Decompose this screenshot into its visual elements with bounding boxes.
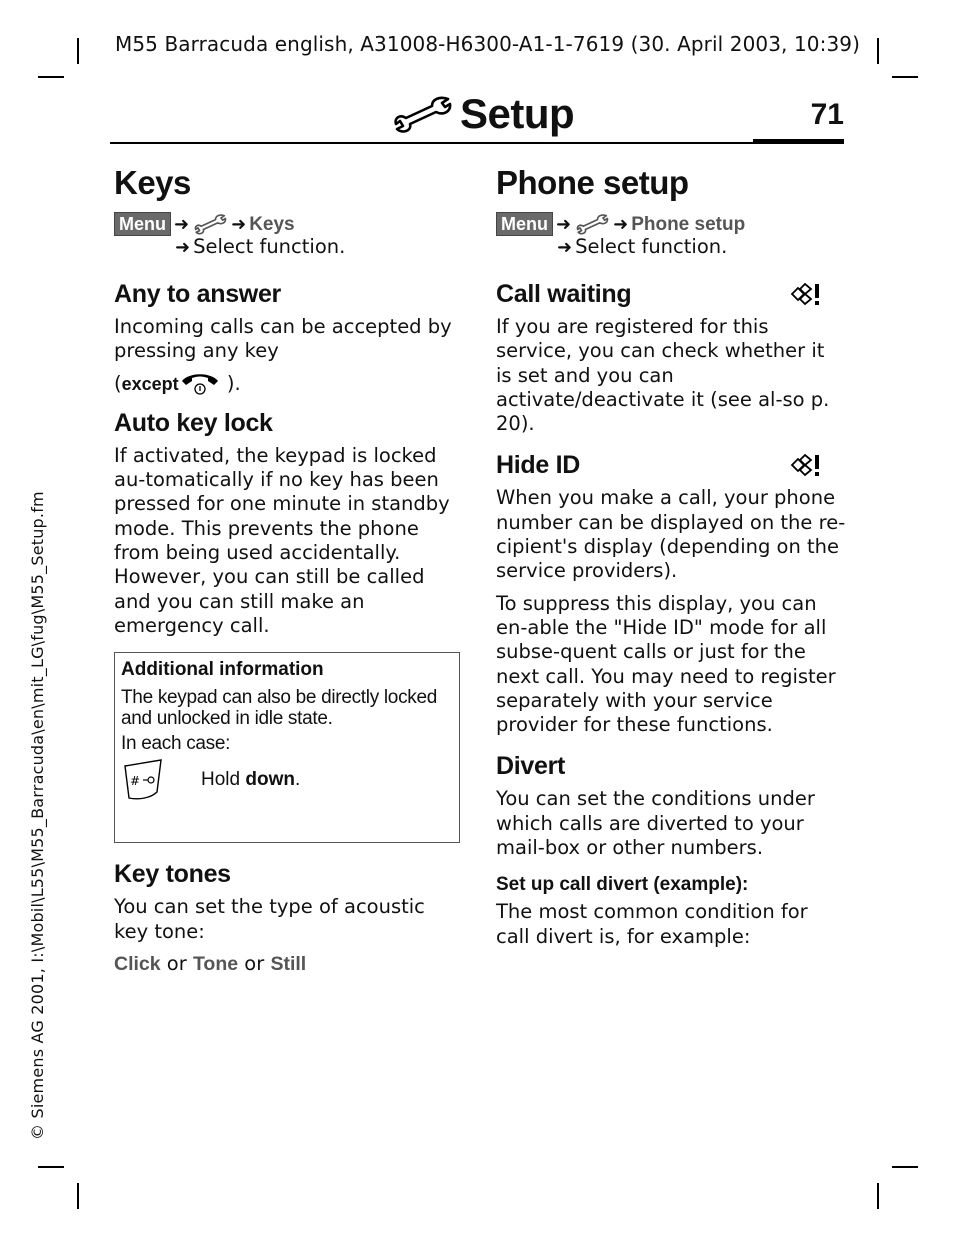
crop-mark bbox=[892, 1166, 918, 1168]
phone-setup-heading: Phone setup bbox=[496, 164, 689, 201]
divert-example-title: Set up call divert (example): bbox=[496, 874, 749, 896]
info-box-title: Additional information bbox=[121, 659, 324, 681]
hold-down-label: Hold down. bbox=[201, 769, 301, 791]
hold-down-row bbox=[121, 758, 453, 802]
crop-mark bbox=[892, 76, 918, 78]
nav-select: Select function. bbox=[193, 235, 346, 258]
divert-section bbox=[496, 749, 846, 948]
hide-id-section bbox=[496, 448, 846, 737]
arrow-icon: ➜ bbox=[556, 214, 572, 235]
divert-example-text: The most common condition for call divert is, for example: bbox=[496, 900, 808, 948]
arrow-icon: ➜ bbox=[557, 237, 573, 258]
nav-crumb: Phone setup bbox=[631, 214, 746, 235]
crop-mark bbox=[38, 1166, 64, 1168]
page-title-text: Setup bbox=[460, 90, 575, 137]
except-label: except bbox=[121, 373, 179, 394]
wrench-icon bbox=[392, 94, 452, 134]
any-to-answer-title: Any to answer bbox=[114, 280, 281, 308]
network-service-icon bbox=[790, 281, 824, 307]
network-service-icon bbox=[790, 452, 824, 478]
keys-nav-path bbox=[114, 212, 464, 259]
divert-title: Divert bbox=[496, 752, 566, 781]
arrow-icon: ➜ bbox=[174, 214, 190, 235]
wrench-icon bbox=[574, 213, 610, 235]
hide-id-text-2: To suppress this display, you can en-able the "Hide ID" mode for all subse-quent calls or just for the next call. You may need to register separately with your service provider for these functions. bbox=[496, 591, 836, 737]
any-to-answer-section bbox=[114, 277, 464, 396]
end-call-key-icon bbox=[179, 370, 221, 396]
crop-mark bbox=[38, 76, 64, 78]
header-rule bbox=[110, 142, 844, 144]
call-waiting-title: Call waiting bbox=[496, 277, 846, 311]
arrow-icon: ➜ bbox=[613, 214, 629, 235]
divert-text: You can set the conditions under which calls are diverted to your mail-box or other numbers. bbox=[496, 787, 815, 860]
crop-mark bbox=[877, 1183, 879, 1209]
nav-crumb: Keys bbox=[249, 214, 295, 235]
call-waiting-section bbox=[496, 277, 846, 436]
option-tone: Tone bbox=[192, 952, 239, 975]
info-box-case-label: In each case: bbox=[121, 733, 231, 755]
option-click: Click bbox=[114, 952, 161, 975]
except-line: (except ). bbox=[114, 371, 241, 395]
arrow-icon: ➜ bbox=[175, 237, 191, 258]
call-waiting-text: If you are registered for this service, you can check whether it is set and you can activate/deactivate it (see al-so p. 20). bbox=[496, 315, 830, 436]
additional-info-box bbox=[114, 652, 460, 843]
right-column bbox=[496, 160, 846, 957]
phone-setup-nav-path bbox=[496, 212, 846, 259]
auto-key-lock-section bbox=[114, 406, 464, 638]
page-number-rule bbox=[753, 139, 844, 144]
menu-key: Menu bbox=[114, 212, 171, 236]
key-tones-text: You can set the type of acoustic key tone: bbox=[114, 895, 425, 943]
running-header: M55 Barracuda english, A31008-H6300-A1-1-7619 (30. April 2003, 10:39) bbox=[115, 32, 861, 56]
hide-id-text-1: When you make a call, your phone number can be displayed on the re-cipient's display (depending on the service providers). bbox=[496, 486, 846, 583]
crop-mark bbox=[877, 38, 879, 64]
page-number: 71 bbox=[810, 98, 844, 131]
key-tones-section bbox=[114, 857, 464, 976]
left-column bbox=[114, 160, 464, 984]
svg-text:#: # bbox=[130, 774, 141, 789]
crop-mark bbox=[77, 1183, 79, 1209]
key-tones-options: Click or Tone or Still bbox=[114, 951, 307, 975]
page-title bbox=[392, 88, 574, 140]
auto-key-lock-text: If activated, the keypad is locked au-tomatically if no key has been pressed for one minute in standby mode. This prevents the phone from being used accidentally. However, you can still be called and you can still make an emergency call. bbox=[114, 443, 450, 637]
info-box-text: The keypad can also be directly locked and unlocked in idle state. bbox=[121, 687, 438, 730]
option-still: Still bbox=[270, 952, 307, 975]
nav-select: Select function. bbox=[575, 235, 728, 258]
hash-key-icon bbox=[121, 758, 165, 802]
wrench-icon bbox=[192, 213, 228, 235]
menu-key: Menu bbox=[496, 212, 553, 236]
hide-id-title: Hide ID bbox=[496, 448, 846, 482]
arrow-icon: ➜ bbox=[231, 214, 247, 235]
any-to-answer-text: Incoming calls can be accepted by pressing any key bbox=[114, 315, 452, 363]
crop-mark bbox=[77, 38, 79, 64]
keys-heading: Keys bbox=[114, 164, 191, 201]
key-tones-title: Key tones bbox=[114, 860, 231, 889]
side-file-path: © Siemens AG 2001, I:\Mobil\L55\M55_Barracuda\en\mit_LG\fug\M55_Setup.fm bbox=[28, 491, 47, 1140]
auto-key-lock-title: Auto key lock bbox=[114, 408, 273, 437]
